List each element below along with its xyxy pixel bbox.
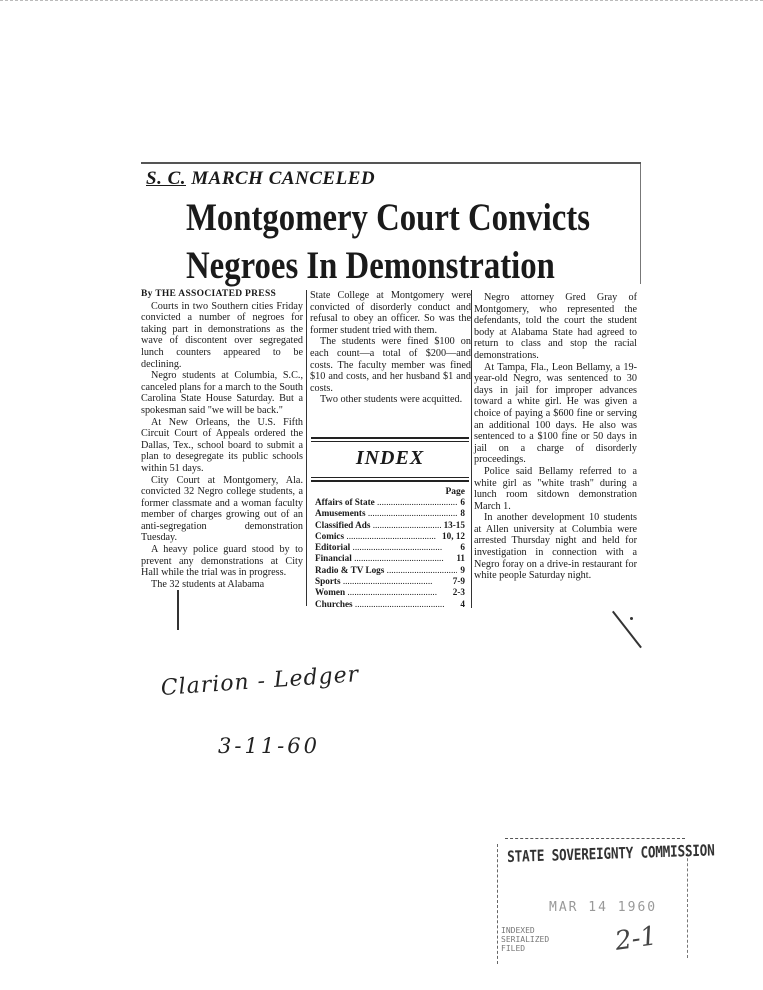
handwritten-source: Clarion - Ledger <box>160 662 360 701</box>
index-page-header: Page <box>445 487 465 497</box>
index-label: Amusements ..... <box>315 508 457 519</box>
paragraph: A heavy police guard stood by to prevent any demonstrations at City Hall while the trial was in progress. <box>141 544 303 579</box>
paragraph: Negro attorney Gred Gray of Montgomery, who represented the defendants, told the court the student body at Alabama State had agreed to return to class and stop the racial demonstrations. <box>474 292 637 361</box>
paragraph: At New Orleans, the U.S. Fifth Circuit Court of Appeals ordered the Dallas, Tex., school board to submit a plan to desegregate its public schools within 51 days. <box>141 416 303 474</box>
handwritten-date: 3-11-60 <box>218 734 320 758</box>
index-row <box>315 520 465 531</box>
paragraph: The 32 students at Alabama <box>151 578 265 590</box>
index-label: Women ..... <box>315 587 437 598</box>
index-box <box>311 437 469 609</box>
index-label: Classified Ads ..... <box>315 520 441 531</box>
index-row <box>315 587 465 598</box>
clipping-right-border <box>640 164 641 284</box>
index-row <box>315 508 465 519</box>
kicker-sc: S. C. <box>146 168 186 189</box>
stamp-line: FILED <box>501 944 526 953</box>
index-row <box>315 599 465 610</box>
stamp-border-right <box>687 848 689 958</box>
index-page: 6 <box>457 542 465 553</box>
stamp-line: SERIALIZED <box>501 935 550 944</box>
index-label: Sports ..... <box>315 576 432 587</box>
index-row <box>315 565 465 576</box>
stamp-status-lines <box>501 926 549 953</box>
paragraph: Two other students were acquitted. <box>320 394 463 406</box>
paragraph: In another development 10 students at Allen university at Columbia were arrested Thursday night and held for investigation in connection with a Negro foray on a drive-in restaurant for white people Saturday night. <box>474 512 637 582</box>
index-page: 9 <box>457 565 465 576</box>
index-page: 7-9 <box>450 576 465 587</box>
index-title: INDEX <box>355 447 425 469</box>
clipping-top-border <box>141 162 641 164</box>
index-label: Editorial ..... <box>315 542 442 553</box>
paragraph: Police said Bellamy referred to a white girl as "white trash" during a lunch room sitdown demonstration March 1. <box>474 465 637 512</box>
index-page: 8 <box>457 508 465 519</box>
column-rule <box>306 290 307 606</box>
index-row <box>315 553 465 564</box>
headline-line-1: Montgomery Court Convicts <box>186 196 590 239</box>
index-label: Churches ..... <box>315 599 444 610</box>
index-top-rule <box>311 437 469 442</box>
paragraph: The students were fined $100 on each count—a total of $200—and costs. The faculty member was fined $10 and costs, and her husband $1 and costs. <box>310 336 471 394</box>
index-page: 4 <box>457 599 465 610</box>
index-label: Affairs of State ..... <box>315 497 457 508</box>
kicker-headline <box>146 168 375 190</box>
index-label: Radio & TV Logs ..... <box>315 565 457 576</box>
index-row <box>315 497 465 508</box>
stamp-title: STATE SOVEREIGNTY COMMISSION <box>507 841 715 866</box>
article-column-2 <box>310 290 471 406</box>
index-list <box>315 497 465 610</box>
paragraph: Courts in two Southern cities Friday convicted a number of negroes for taking part in demonstrations as the wave of discontent over segregated lunch counters appeared to be declining. <box>141 300 303 370</box>
stamp-border-top <box>505 838 685 840</box>
pen-mark <box>612 611 642 648</box>
column-rule <box>471 290 472 608</box>
pen-mark <box>177 590 179 630</box>
archive-stamp <box>497 838 715 970</box>
index-page: 10, 12 <box>439 531 465 542</box>
index-page: 13-15 <box>441 520 465 531</box>
paragraph: Negro students at Columbia, S.C., canceled plans for a march to the South Carolina State House Saturday. But a spokesman said "we will be back." <box>141 370 303 416</box>
index-row <box>315 542 465 553</box>
byline: By THE ASSOCIATED PRESS <box>141 289 277 299</box>
paragraph: State College at Montgomery were convicted of disorderly conduct and refusal to obey an officer. So was the former student tried with them. <box>310 290 471 336</box>
pen-dot <box>630 617 633 620</box>
page-top-edge <box>0 0 763 1</box>
index-label: Comics ..... <box>315 531 436 542</box>
index-row <box>315 531 465 542</box>
headline-line-2: Negroes In Demonstration <box>186 244 555 287</box>
kicker-text: MARCH CANCELED <box>186 168 376 189</box>
stamp-line: INDEXED <box>501 926 535 935</box>
index-page: 2-3 <box>450 587 465 598</box>
stamp-date: MAR 14 1960 <box>549 900 658 915</box>
stamp-border-left <box>497 844 499 964</box>
index-page: 6 <box>457 497 465 508</box>
index-page: 11 <box>453 553 465 564</box>
stamp-signature: 2-1 <box>613 921 659 957</box>
article-column-1 <box>141 289 303 590</box>
article-column-3 <box>474 292 637 582</box>
paragraph: City Court at Montgomery, Ala. convicted 32 Negro college students, a former classmate and a woman faculty member of charges growing out of an anti-segregation demonstration Tuesday. <box>141 474 303 544</box>
index-row <box>315 576 465 587</box>
index-label: Financial ..... <box>315 553 444 564</box>
paragraph: At Tampa, Fla., Leon Bellamy, a 19-year-old Negro, was sentenced to 30 days in jail for improper advances toward a white girl. He was given a choice of paying a $600 fine or serving an additional 100 days. He also was sentenced to a $100 fine or 50 days in jail on a charge of disorderly proceedings. <box>474 361 637 466</box>
index-bottom-rule <box>311 477 469 482</box>
